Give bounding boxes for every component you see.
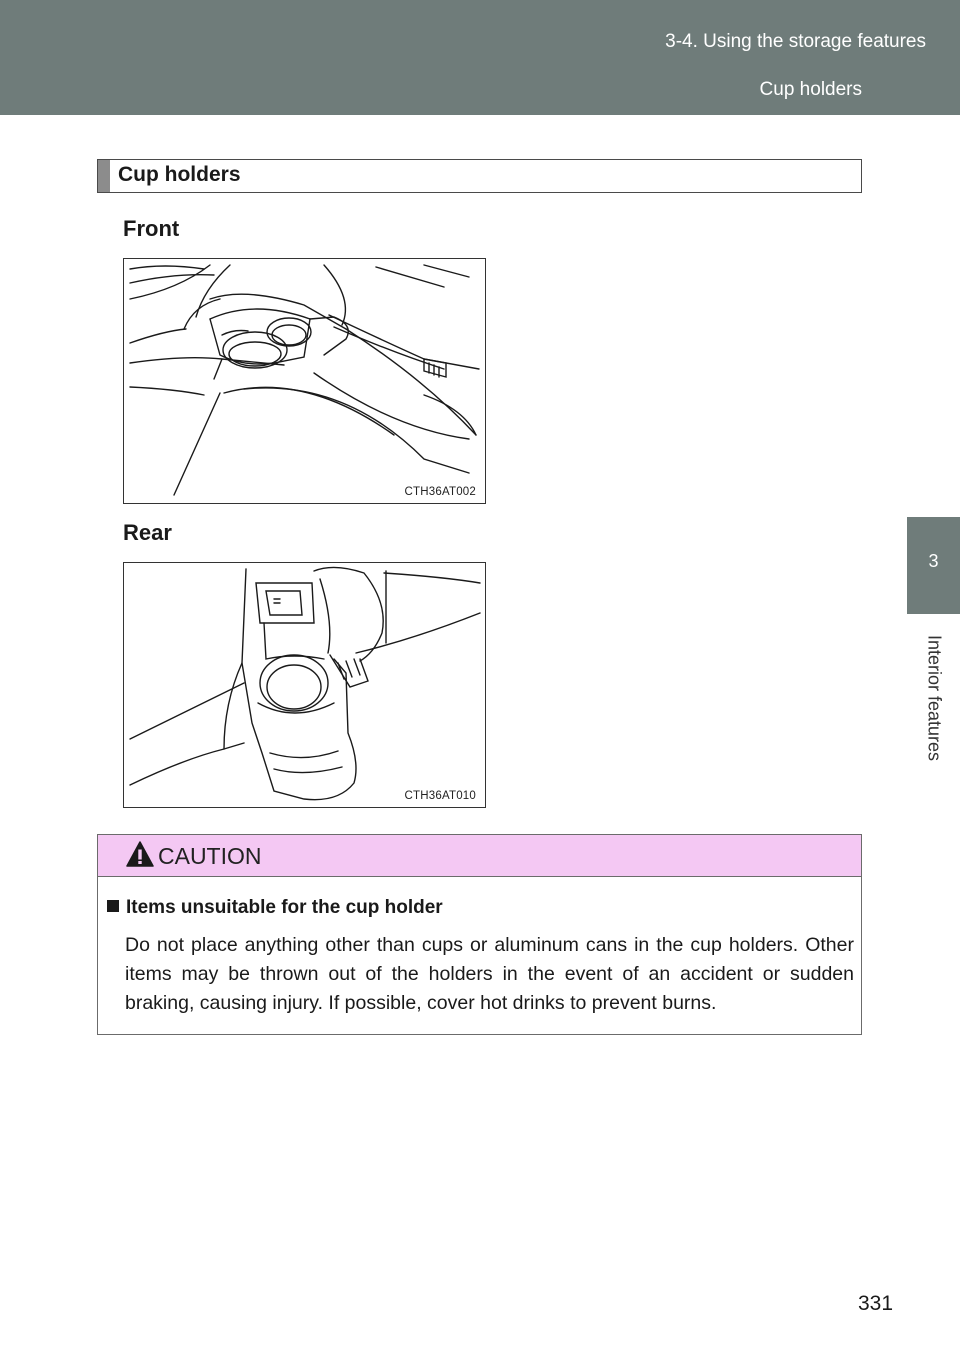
section-title-marker xyxy=(98,160,110,192)
section-title-box xyxy=(97,159,862,193)
header-topic-title: Cup holders xyxy=(759,79,862,100)
caution-box xyxy=(97,834,862,1035)
front-cup-holder-figure xyxy=(123,258,486,504)
front-cup-holder-illustration xyxy=(124,259,484,502)
front-figure-code: CTH36AT002 xyxy=(404,486,476,498)
caution-header xyxy=(98,835,861,877)
rear-cup-holder-figure xyxy=(123,562,486,808)
header-section-title: 3-4. Using the storage features xyxy=(665,31,926,52)
header-band xyxy=(0,0,960,115)
caution-item-heading xyxy=(107,897,443,919)
rear-heading: Rear xyxy=(123,520,172,545)
chapter-label: Interior features xyxy=(924,634,945,762)
rear-cup-holder-illustration xyxy=(124,563,484,806)
caution-body-text: Do not place anything other than cups or aluminum cans in the cup holders. Other items may be thrown out of the holders in the event of an accident or sudden braking, causing injury. If possible, cover hot drinks to prevent burns. xyxy=(125,934,854,1014)
caution-title: CAUTION xyxy=(158,843,262,869)
section-title: Cup holders xyxy=(118,163,241,186)
chapter-tab xyxy=(907,517,960,614)
front-heading: Front xyxy=(123,216,180,241)
square-bullet-icon xyxy=(107,900,119,912)
chapter-number: 3 xyxy=(928,551,939,571)
caution-item-title: Items unsuitable for the cup holder xyxy=(126,897,443,918)
rear-figure-code: CTH36AT010 xyxy=(404,790,476,802)
warning-triangle-icon xyxy=(126,841,154,868)
page-number: 331 xyxy=(858,1292,894,1315)
